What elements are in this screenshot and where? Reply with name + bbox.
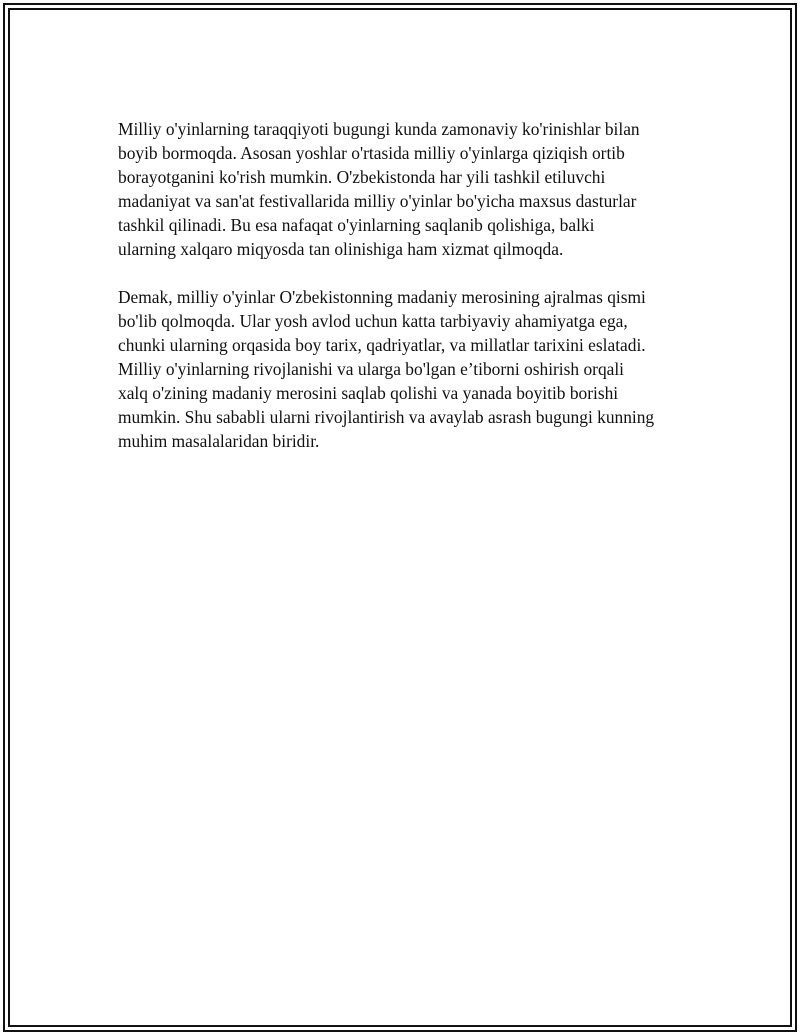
paragraph-2: Demak, milliy o'yinlar O'zbekistonning madaniy merosining ajralmas qismi bo'lib qolmoqda. Ular yosh avlod uchun katta tarbiyaviy ahamiyatga ega, chunki ularning orqasida boy tarix, qadriyatlar, va millatlar tarixini eslatadi. Milliy o'yinlarning rivojlanishi va ularga bo'lgan e’tiborni oshirish orqali xalq o'zining madaniy merosini saqlab qolishi va yanada boyitib borishi mumkin. Shu sababli ularni rivojlantirish va avaylab asrash bugungi kunning muhim masalalaridan biridir. <box>118 287 655 451</box>
paragraph-1: Milliy o'yinlarning taraqqiyoti bugungi kunda zamonaviy ko'rinishlar bilan boyib bormoqda. Asosan yoshlar o'rtasida milliy o'yinlarga qiziqish ortib borayotganini ko'rish mumkin. O'zbekistonda har yili tashkil etiluvchi madaniyat va san'at festivallarida milliy o'yinlar bo'yicha maxsus dasturlar tashkil qilinadi. Bu esa nafaqat o'yinlarning saqlanib qolishiga, balki ularning xalqaro miqyosda tan olinishiga ham xizmat qilmoqda. <box>118 119 640 259</box>
document-body <box>118 117 708 453</box>
